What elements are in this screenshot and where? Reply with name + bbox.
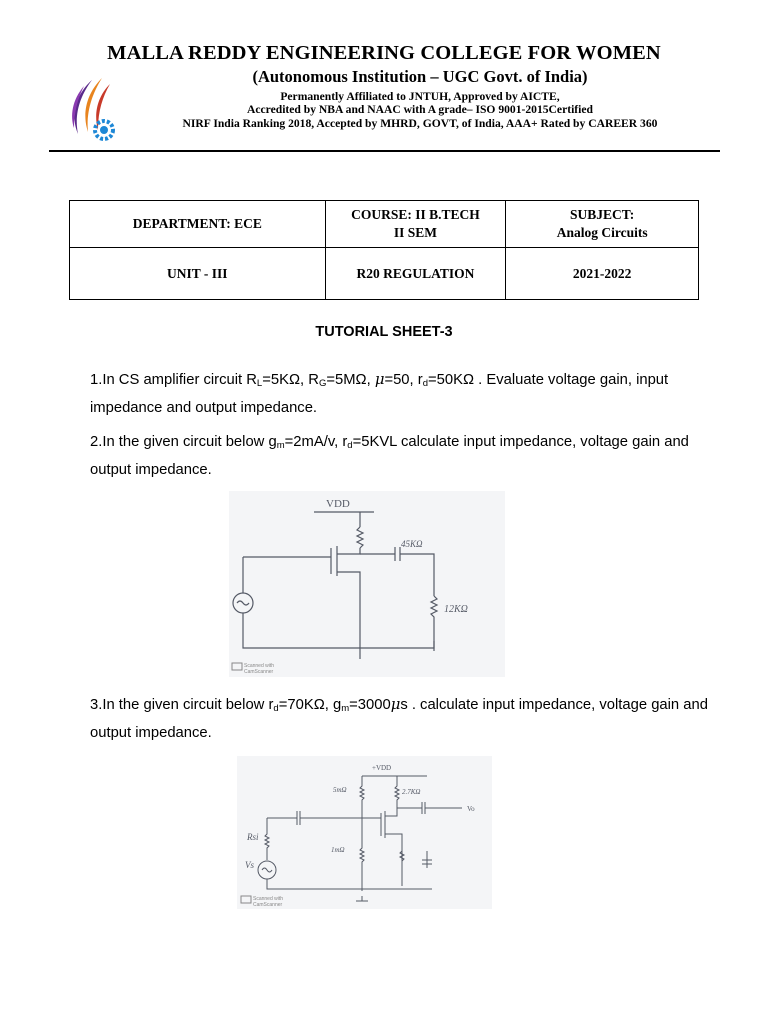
accreditation-line: Accredited by NBA and NAAC with A grade– ISO 9001-2015Certified xyxy=(247,103,593,116)
course-info-table xyxy=(69,200,699,300)
q1-sub: d xyxy=(422,378,428,389)
q1-sub: G xyxy=(318,378,327,389)
camscanner-icon xyxy=(232,663,242,670)
subject-line-2: Analog Circuits xyxy=(556,225,648,240)
q1-text: 1.In CS amplifier circuit R xyxy=(90,372,257,388)
q3-text: 3.In the given circuit below r xyxy=(90,697,274,713)
fig2-drain-resistor-label: 2.7KΩ xyxy=(402,788,421,796)
fig1-watermark-2: CamScanner xyxy=(244,669,274,675)
fig2-watermark-2: CamScanner xyxy=(253,902,283,908)
fig2-vo-label: Vo xyxy=(467,805,475,813)
question-3 xyxy=(90,692,730,746)
institution-subtitle: (Autonomous Institution – UGC Govt. of India) xyxy=(252,67,588,86)
fig1-load-resistor-label: 12KΩ xyxy=(444,604,468,615)
circuit-diagram-2 xyxy=(237,756,492,909)
sheet-title: TUTORIAL SHEET-3 xyxy=(315,324,453,340)
fig2-vdd-label: +VDD xyxy=(372,764,392,772)
q3-sub: m xyxy=(341,703,350,714)
fig2-rsi-label: Rsi xyxy=(247,832,259,842)
circuit-diagram-1 xyxy=(229,491,505,677)
q1-mu-symbol: μ xyxy=(374,371,385,388)
course-line-1: COURSE: II B.TECH xyxy=(351,207,480,222)
fig1-vdd-label: VDD xyxy=(326,498,350,510)
department-cell: DEPARTMENT: ECE xyxy=(70,201,326,248)
q2-text: =5KVL calculate input impedance, voltage gain and output impedance. xyxy=(90,434,689,478)
ranking-line: NIRF India Ranking 2018, Accepted by MHRD, GOVT, of India, AAA+ Rated by CAREER 360 xyxy=(182,117,658,130)
course-cell xyxy=(325,201,506,248)
question-1 xyxy=(90,367,730,421)
q2-sub: m xyxy=(276,440,285,451)
q3-text: =3000 xyxy=(349,697,391,713)
regulation-cell: R20 REGULATION xyxy=(325,248,506,300)
q3-sub: d xyxy=(273,703,279,714)
q2-sub: d xyxy=(347,440,353,451)
fig1-drain-resistor-label: 45KΩ xyxy=(401,539,423,549)
college-name: MALLA REDDY ENGINEERING COLLEGE FOR WOMEN xyxy=(107,42,661,64)
subject-line-1: SUBJECT: xyxy=(570,207,635,222)
q1-text: =50, r xyxy=(384,372,423,388)
fig1-watermark-1: Scanned with xyxy=(244,663,275,669)
fig2-bottom-resistor-label: 1mΩ xyxy=(331,846,345,854)
q2-text: 2.In the given circuit below g xyxy=(90,434,277,450)
q3-mu-symbol: μ xyxy=(390,696,401,713)
q3-text: =70KΩ, g xyxy=(278,697,342,713)
q1-text: =5MΩ, xyxy=(326,372,375,388)
unit-cell: UNIT - III xyxy=(70,248,326,300)
q1-text: =5KΩ, R xyxy=(262,372,319,388)
course-line-2: II SEM xyxy=(393,225,438,240)
college-logo-icon xyxy=(62,72,126,144)
camscanner-icon xyxy=(241,896,251,903)
q1-text: =50KΩ . Evaluate voltage gain, input impedance and output impedance. xyxy=(90,372,669,416)
question-2 xyxy=(90,430,730,483)
subject-cell xyxy=(506,201,699,248)
q3-text: s . calculate input impedance, voltage gain and output impedance. xyxy=(90,697,708,741)
q1-sub: L xyxy=(256,378,263,389)
fig2-watermark-1: Scanned with xyxy=(253,896,284,902)
header-divider xyxy=(49,150,720,152)
year-cell: 2021-2022 xyxy=(506,248,699,300)
affiliation-line: Permanently Affiliated to JNTUH, Approved by AICTE, xyxy=(280,90,560,103)
fig2-top-resistor-label: 5mΩ xyxy=(333,786,347,794)
fig2-vs-label: Vs xyxy=(245,860,254,870)
q2-text: =2mA/v, r xyxy=(284,434,348,450)
